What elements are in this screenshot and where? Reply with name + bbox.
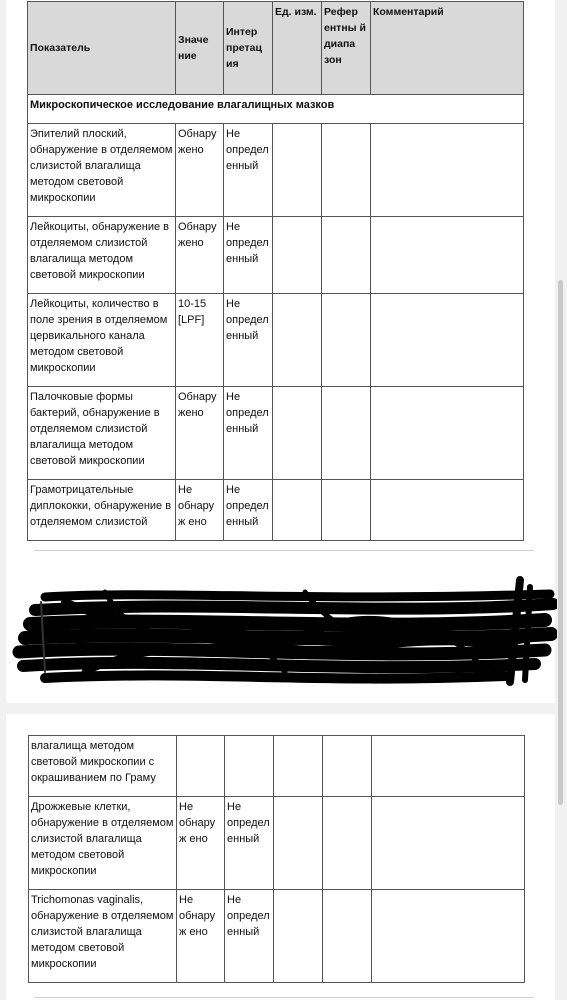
cell-comment xyxy=(371,294,524,387)
header-comment: Комментарий xyxy=(371,2,524,95)
cell-reference xyxy=(322,387,371,480)
cell-unit xyxy=(273,124,322,217)
cell-unit xyxy=(273,294,322,387)
redaction-scribble xyxy=(5,572,557,690)
table-row xyxy=(28,480,524,541)
header-reference: Рефер ентны й диапа зон xyxy=(322,2,371,95)
cell-interpretation: Не определ енный xyxy=(224,124,273,217)
section-title: Микроскопическое исследование влагалищных мазков xyxy=(28,95,524,124)
cell-comment xyxy=(371,387,524,480)
cell-indicator: Дрожжевые клетки, обнаружение в отделяемом слизистой влагалища методом световой микроскопии xyxy=(29,797,177,890)
cell-reference xyxy=(323,890,372,983)
cell-value xyxy=(177,736,225,797)
header-interpretation: Интер претац ия xyxy=(224,2,273,95)
scrollbar[interactable] xyxy=(558,280,563,805)
cell-unit xyxy=(273,480,322,541)
cell-comment xyxy=(372,797,525,890)
table-row xyxy=(29,797,525,890)
cell-value: Обнару жено xyxy=(176,124,224,217)
cell-reference xyxy=(323,736,372,797)
cell-value: Обнару жено xyxy=(176,217,224,294)
cell-interpretation: Не определ енный xyxy=(224,480,273,541)
cell-comment xyxy=(372,736,525,797)
page-1-footer-rule xyxy=(34,550,534,551)
table-row xyxy=(29,736,525,797)
cell-reference xyxy=(322,124,371,217)
cell-comment xyxy=(371,124,524,217)
cell-indicator: Палочковые формы бактерий, обнаружение в отделяемом слизистой влагалища методом световой микроскопии xyxy=(28,387,176,480)
cell-comment xyxy=(371,480,524,541)
cell-unit xyxy=(274,736,323,797)
cell-interpretation: Не определ енный xyxy=(225,890,274,983)
cell-unit xyxy=(274,890,323,983)
cell-value: Обнару жено xyxy=(176,387,224,480)
cell-unit xyxy=(274,797,323,890)
cell-value: 10-15 [LPF] xyxy=(176,294,224,387)
cell-unit xyxy=(273,217,322,294)
cell-comment xyxy=(371,217,524,294)
cell-interpretation: Не определ енный xyxy=(224,294,273,387)
cell-reference xyxy=(323,797,372,890)
cell-interpretation xyxy=(225,736,274,797)
cell-indicator: Эпителий плоский, обнаружение в отделяемом слизистой влагалища методом световой микроскопии xyxy=(28,124,176,217)
results-table-page-1 xyxy=(27,1,524,541)
cell-indicator: Лейкоциты, количество в поле зрения в отделяемом цервикального канала методом световой микроскопии xyxy=(28,294,176,387)
cell-value: Не обнаруж ено xyxy=(176,480,224,541)
page-2-footer-rule xyxy=(34,997,534,998)
section-row xyxy=(28,95,524,124)
results-table-page-2 xyxy=(28,735,525,983)
cell-indicator: Trichomonas vaginalis, обнаружение в отделяемом слизистой влагалища методом световой микроскопии xyxy=(29,890,177,983)
cell-unit xyxy=(273,387,322,480)
cell-value: Не обнаруж ено xyxy=(177,890,225,983)
cell-comment xyxy=(372,890,525,983)
cell-value: Не обнаруж ено xyxy=(177,797,225,890)
cell-interpretation: Не определ енный xyxy=(225,797,274,890)
cell-indicator: Грамотрицательные диплококки, обнаружение в отделяемом слизистой xyxy=(28,480,176,541)
cell-indicator: влагалища методом световой микроскопии с окрашиванием по Граму xyxy=(29,736,177,797)
table-row xyxy=(29,890,525,983)
header-indicator: Показатель xyxy=(28,2,176,95)
cell-reference xyxy=(322,294,371,387)
table-header-row xyxy=(28,2,524,95)
cell-indicator: Лейкоциты, обнаружение в отделяемом слизистой влагалища методом световой микроскопии xyxy=(28,217,176,294)
cell-interpretation: Не определ енный xyxy=(224,387,273,480)
table-row xyxy=(28,124,524,217)
cell-reference xyxy=(322,480,371,541)
header-unit: Ед. изм. xyxy=(273,2,322,95)
header-value: Значе ние xyxy=(176,2,224,95)
cell-interpretation: Не определ енный xyxy=(224,217,273,294)
cell-reference xyxy=(322,217,371,294)
table-row xyxy=(28,294,524,387)
table-row xyxy=(28,217,524,294)
table-row xyxy=(28,387,524,480)
